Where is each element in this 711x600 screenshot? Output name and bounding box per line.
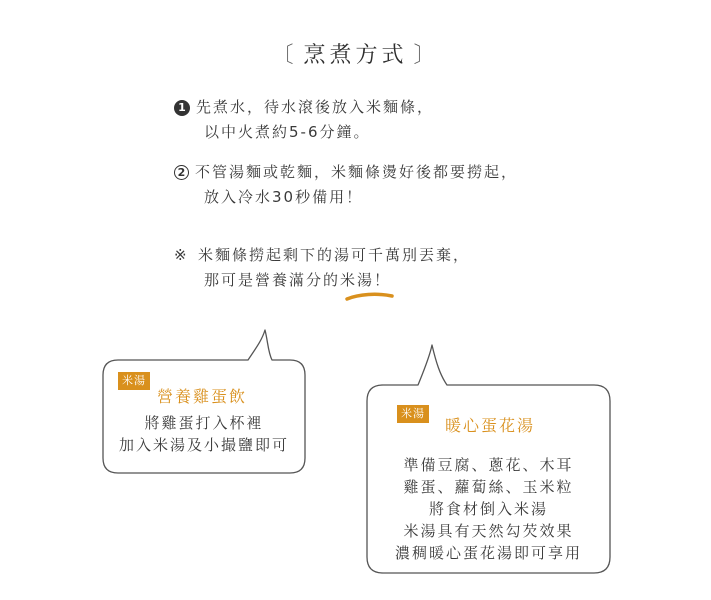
bubble-2-line: 米湯具有天然勾芡效果 — [403, 522, 574, 540]
highlight-rice-soup: 米湯 — [340, 271, 375, 289]
note-line-2-start: 那可是營養滿分的 — [204, 271, 341, 289]
note-line-1: 米麵條撈起剩下的湯可千萬別丟棄， — [198, 246, 471, 264]
reference-mark-icon: ※ — [174, 246, 187, 264]
step-2-line-2: 放入冷水30秒備用！ — [204, 188, 364, 206]
bubble-2-line: 雞蛋、蘿蔔絲、玉米粒 — [403, 478, 574, 496]
bubble-2-line: 濃稠暖心蛋花湯即可享用 — [394, 544, 582, 562]
bubble-2-title: 暖心蛋花湯 — [445, 416, 536, 435]
step-2-number-icon: 2 — [174, 165, 189, 180]
bubble-1-line: 加入米湯及小撮鹽即可 — [118, 436, 289, 454]
bubble-2-line: 準備豆腐、蔥花、木耳 — [403, 456, 574, 474]
bubble-1-body — [103, 412, 305, 456]
bubble-2-tag: 米湯 — [397, 405, 429, 423]
step-1-line-2: 以中火煮約5-6分鐘。 — [204, 123, 371, 141]
bubble-1-title: 營養雞蛋飲 — [157, 387, 248, 406]
note-line-2-end: ！ — [374, 271, 392, 289]
step-1-line-1: 先煮水，待水滾後放入米麵條， — [196, 98, 435, 116]
title-bracket-right: 〕 — [413, 43, 440, 68]
bubble-1-tag: 米湯 — [118, 372, 150, 390]
bubble-2-body — [367, 454, 610, 564]
title-bracket-left: 〔 — [271, 43, 298, 68]
step-1-number-icon: 1 — [174, 100, 190, 116]
bubble-2-line: 將食材倒入米湯 — [428, 500, 548, 518]
bubble-1-line: 將雞蛋打入杯裡 — [144, 414, 264, 432]
step-2-line-1: 不管湯麵或乾麵，米麵條燙好後都要撈起， — [195, 163, 519, 181]
title-text: 烹煮方式 — [303, 43, 408, 68]
